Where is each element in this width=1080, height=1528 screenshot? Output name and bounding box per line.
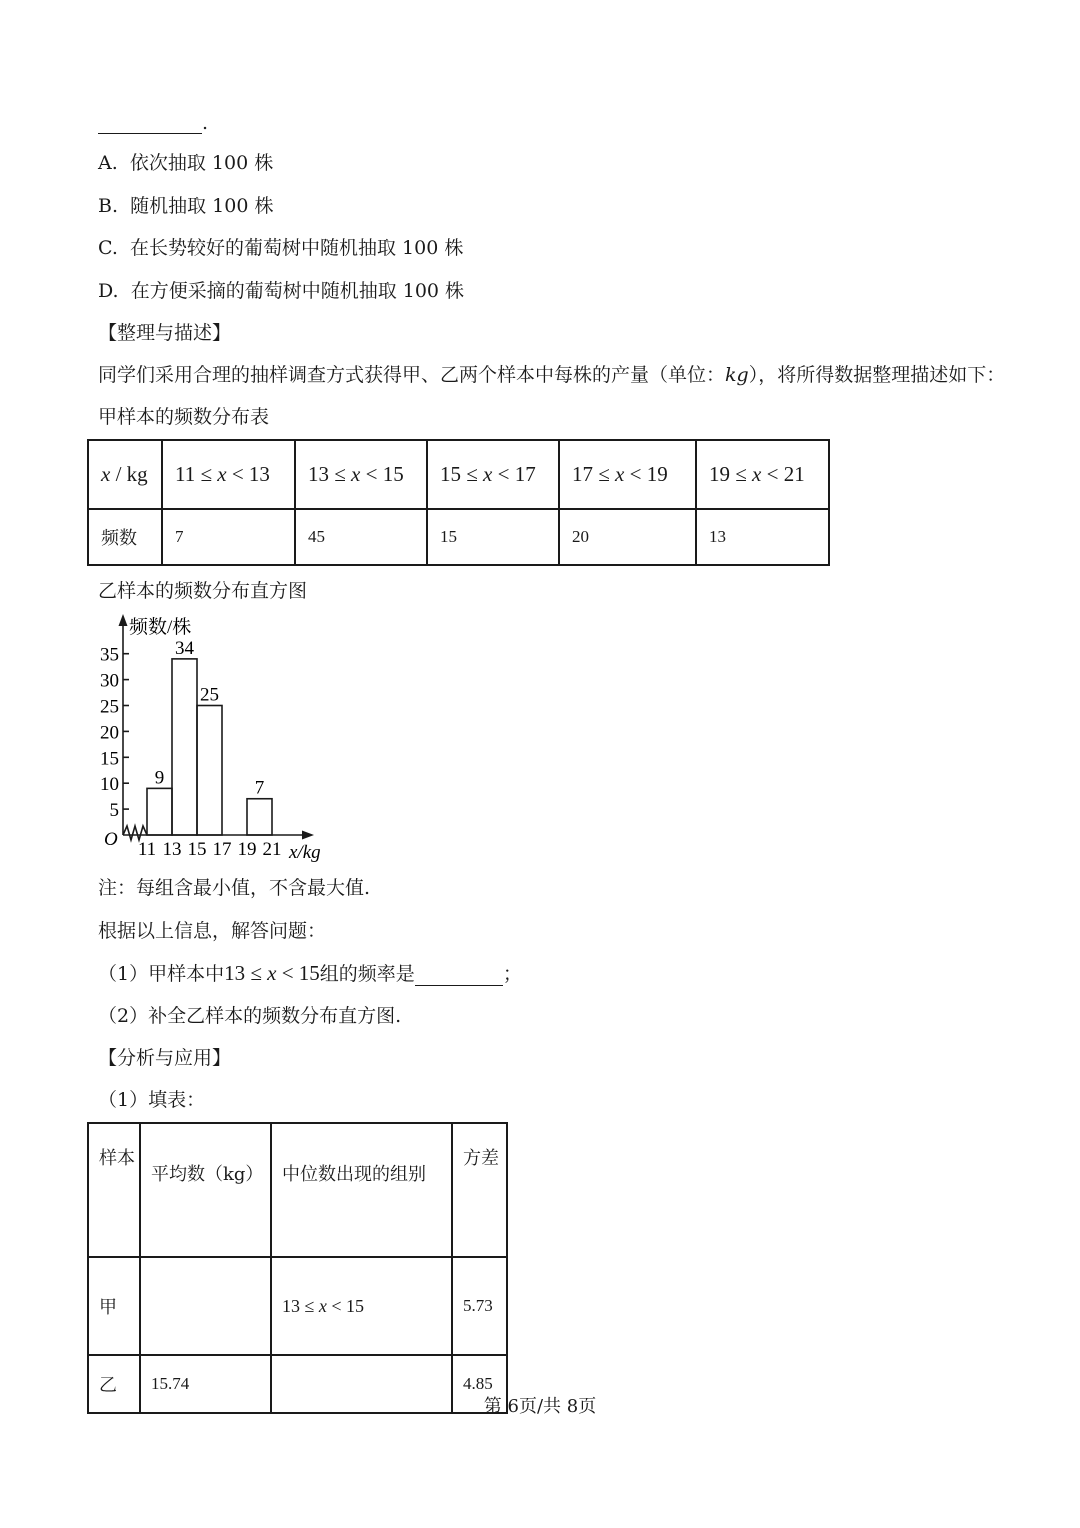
table1-interval: 11 ≤ x < 13 [162, 440, 295, 509]
table1-frequency: 13 [696, 509, 829, 565]
y-axis-label: 频数/株 [129, 617, 192, 638]
table2-header-sample: 样本 [88, 1123, 140, 1257]
y-tick-label: 20 [100, 722, 119, 744]
page-footer: 第 6页/共 8页 [483, 1396, 597, 1417]
y-tick-label: 15 [100, 748, 119, 770]
x-tick-label: 15 [187, 839, 207, 860]
table2-mean-blank [140, 1257, 271, 1355]
unit-kg: kg [725, 364, 749, 386]
note: 注：每组含最小值，不含最大值. [98, 877, 371, 899]
question-2: （2）补全乙样本的频数分布直方图. [98, 1005, 402, 1027]
histogram-bar [147, 788, 172, 835]
y-tick-label: 5 [109, 800, 119, 822]
fill-table-instruction: （1）填表： [98, 1089, 206, 1111]
table1-frequency: 20 [559, 509, 696, 565]
bar-value-label: 7 [254, 777, 265, 799]
bar-value-label: 34 [175, 637, 194, 659]
table1-header-label: x / kg [88, 440, 162, 509]
table2-sample: 乙 [88, 1355, 140, 1413]
x-tick-label: 19 [237, 839, 257, 860]
intro-paragraph: 同学们采用合理的抽样调查方式获得甲、乙两个样本中每株的产量（单位：kg），将所得数据整理描述如下： [98, 364, 1006, 386]
table-row [88, 1257, 507, 1355]
table2-variance: 5.73 [452, 1257, 507, 1355]
question-1: （1）甲样本中13 ≤ x < 15组的频率是 ； [98, 961, 522, 985]
option-a: A. 依次抽取 100 株 [98, 152, 274, 174]
x-axis-label: x/kg [289, 842, 321, 863]
option-d: D. 在方便采摘的葡萄树中随机抽取 100 株 [98, 280, 465, 302]
y-tick-label: 30 [100, 670, 119, 692]
y-tick-label: 35 [100, 644, 119, 666]
histogram-bar [197, 706, 222, 836]
table2-median-group: 13 ≤ x < 15 [271, 1257, 452, 1355]
questions-intro: 根据以上信息，解答问题： [98, 920, 327, 942]
q1-inequality: 13 ≤ x < 15 [224, 961, 320, 985]
table1-frequency: 15 [427, 509, 559, 565]
table2-variance: 4.85 [452, 1355, 507, 1413]
x-tick-label: 13 [162, 839, 182, 860]
option-c: C. 在长势较好的葡萄树中随机抽取 100 株 [98, 237, 464, 259]
statistics-table [87, 1122, 508, 1414]
x-tick-label: 11 [137, 839, 157, 860]
section-analysis-heading: 【分析与应用】 [98, 1047, 232, 1069]
table1-interval: 15 ≤ x < 17 [427, 440, 559, 509]
y-tick-label: 10 [100, 774, 119, 796]
table1-title: 甲样本的频数分布表 [98, 406, 270, 428]
histogram-bar [172, 659, 197, 835]
table2-header-median: 中位数出现的组别 [271, 1123, 452, 1257]
y-tick-label: 25 [100, 696, 119, 718]
table1-interval: 13 ≤ x < 15 [295, 440, 427, 509]
origin-label: O [104, 829, 118, 850]
table-row [88, 1123, 507, 1257]
option-b: B. 随机抽取 100 株 [98, 195, 274, 217]
table2-header-mean: 平均数（kg） [140, 1123, 271, 1257]
table2-sample: 甲 [88, 1257, 140, 1355]
bar-value-label: 25 [200, 684, 219, 706]
table1-row-label: 频数 [88, 509, 162, 565]
table1-interval: 19 ≤ x < 21 [696, 440, 829, 509]
q1-answer-blank [415, 967, 503, 986]
x-axis-arrow [302, 831, 314, 840]
table2-mean: 15.74 [140, 1355, 271, 1413]
axis-break-zigzag [123, 826, 147, 840]
y-axis-arrow [119, 614, 128, 626]
table1-frequency: 45 [295, 509, 427, 565]
table1-interval: 17 ≤ x < 19 [559, 440, 696, 509]
section-organize-heading: 【整理与描述】 [98, 322, 232, 344]
x-tick-label: 17 [212, 839, 232, 860]
x-tick-label: 21 [262, 839, 282, 860]
table1-frequency: 7 [162, 509, 295, 565]
histogram-bar [247, 799, 272, 835]
chart-title: 乙样本的频数分布直方图 [98, 580, 308, 602]
table2-header-variance: 方差 [452, 1123, 507, 1257]
bar-value-label: 9 [154, 767, 165, 789]
blank-period: . [202, 112, 209, 134]
